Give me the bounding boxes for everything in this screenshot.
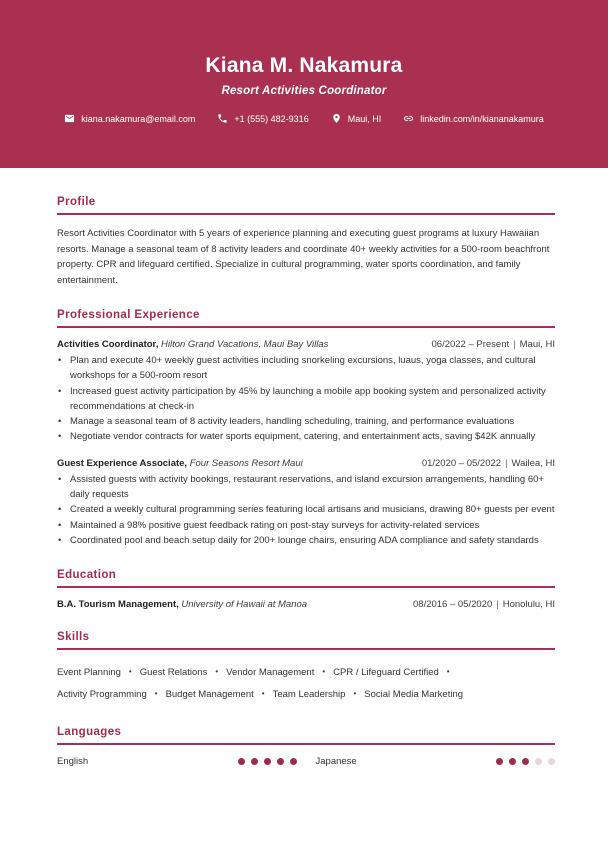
job-entry — [57, 339, 555, 445]
location-icon — [331, 113, 342, 124]
profile-text: Resort Activities Coordinator with 5 years of experience planning and executing guest programs at luxury Hawaiian resorts. Manage a seasonal team of 8 activity leaders and coordinate 40+ weekly activities for a 500-room beachfront property. CPR and lifeguard certified. Specialize in cultural programming, water sports coordination, and family entertainment. — [57, 228, 550, 286]
job-company: Four Seasons Resort Maui — [189, 457, 303, 469]
school-name: University of Hawaii at Manoa — [181, 599, 308, 611]
job-bullet-list — [57, 472, 555, 548]
job-header-row — [57, 458, 555, 469]
level-dot-filled — [238, 758, 245, 765]
contact-location[interactable] — [331, 113, 382, 124]
resume-header — [0, 0, 608, 168]
job-company: Hilton Grand Vacations, Maui Bay Villas — [161, 339, 329, 350]
phone-icon — [217, 113, 228, 124]
contact-phone-text: +1 (555) 482-9316 — [234, 113, 309, 124]
job-entry — [57, 458, 555, 548]
section-divider — [57, 648, 555, 650]
skill-item: Event Planning — [57, 667, 121, 679]
contact-email[interactable] — [64, 113, 195, 124]
language-name: Japanese — [315, 756, 357, 768]
education-heading: Education — [57, 569, 117, 582]
languages-heading: Languages — [57, 726, 122, 739]
section-profile — [57, 196, 555, 288]
bullet-separator: • — [353, 689, 357, 699]
language-level-dots — [496, 758, 555, 765]
level-dot-filled — [290, 758, 297, 765]
bullet-separator: • — [446, 667, 450, 677]
skills-line-2 — [57, 683, 555, 705]
education-dates-location — [413, 599, 555, 610]
contact-linkedin-text: linkedin.com/in/kiananakamura — [420, 113, 544, 124]
skills-line-1 — [57, 661, 555, 683]
job-bullet: • Created a weekly cultural programming series featuring local artisans and musicians, drawing 80+ guests per event — [57, 502, 555, 517]
education-dates: 08/2016 – 05/2020 — [413, 599, 493, 611]
bullet-separator: • — [128, 667, 132, 677]
job-title-company — [57, 458, 303, 469]
section-divider — [57, 326, 555, 328]
language-name: English — [57, 756, 89, 768]
language-entry — [57, 756, 297, 767]
contact-location-text: Maui, HI — [347, 113, 382, 124]
section-experience — [57, 309, 555, 548]
job-dates: 06/2022 – Present — [431, 339, 510, 350]
level-dot-filled — [496, 758, 503, 765]
contact-linkedin[interactable] — [403, 113, 544, 124]
bullet-separator: • — [322, 667, 326, 677]
section-education — [57, 569, 555, 610]
level-dot-filled — [522, 758, 529, 765]
job-dates-location — [432, 339, 556, 350]
job-title: Guest Experience Associate, — [57, 457, 188, 469]
bullet-separator: • — [215, 667, 219, 677]
degree-school — [57, 599, 307, 610]
person-job-title: Resort Activities Coordinator — [221, 85, 387, 97]
job-dates: 01/2020 – 05/2022 — [421, 457, 502, 469]
contact-row — [64, 113, 544, 124]
skill-item: Team Leadership — [272, 689, 346, 701]
section-divider — [57, 213, 555, 215]
contact-phone[interactable] — [217, 113, 308, 124]
job-dates-location — [422, 458, 555, 469]
level-dot-empty — [535, 758, 542, 765]
job-bullet: • Negotiate vendor contracts for water sports equipment, catering, and entertainment acts, saving $42K annually — [57, 429, 555, 444]
link-icon — [403, 113, 414, 124]
contact-email-text: kiana.nakamura@email.com — [81, 113, 196, 124]
job-title: Activities Coordinator, — [57, 339, 159, 350]
profile-heading: Profile — [57, 196, 96, 208]
job-bullet: • Increased guest activity participation by 45% by launching a mobile app booking system and personalized activity recommendations at check-in — [57, 384, 555, 415]
language-level-dots — [238, 758, 297, 765]
degree-title: B.A. Tourism Management, — [57, 599, 179, 611]
level-dot-filled — [277, 758, 284, 765]
job-bullet-list — [57, 353, 555, 445]
education-row — [57, 599, 555, 610]
bullet-separator: • — [261, 689, 265, 699]
job-bullet: • Assisted guests with activity bookings, restaurant reservations, and island excursion arrangements, handling 60+ daily requests — [57, 472, 555, 503]
pipe-separator: | — [513, 339, 516, 350]
level-dot-filled — [509, 758, 516, 765]
job-location: Maui, HI — [519, 339, 555, 350]
education-location: Honolulu, HI — [502, 599, 555, 611]
person-name: Kiana M. Nakamura — [205, 54, 403, 77]
section-languages — [57, 726, 555, 767]
skills-heading: Skills — [57, 631, 90, 644]
job-location: Wailea, HI — [511, 457, 555, 469]
skill-item: CPR / Lifeguard Certified — [333, 667, 439, 679]
bullet-separator: • — [154, 689, 158, 699]
languages-grid — [57, 756, 555, 767]
pipe-separator: | — [505, 457, 508, 469]
pipe-separator: | — [496, 599, 499, 611]
job-bullet: • Manage a seasonal team of 8 activity leaders, handling scheduling, training, and performance evaluations — [57, 414, 555, 429]
job-header-row — [57, 339, 555, 350]
section-skills — [57, 631, 555, 705]
email-icon — [64, 113, 75, 124]
resume-body — [0, 168, 608, 767]
skill-item: Social Media Marketing — [364, 689, 464, 701]
skill-item: Activity Programming — [57, 689, 147, 701]
experience-heading: Professional Experience — [57, 309, 200, 321]
section-divider — [57, 586, 555, 588]
section-divider — [57, 743, 555, 745]
skill-item: Budget Management — [165, 689, 254, 701]
job-bullet: • Plan and execute 40+ weekly guest activities including snorkeling excursions, luaus, yoga classes, and cultural workshops for a 500-room resort — [57, 353, 555, 384]
job-bullet: • Maintained a 98% positive guest feedback rating on post-stay surveys for activity-related services — [57, 518, 555, 533]
skill-item: Vendor Management — [226, 667, 315, 679]
job-title-company — [57, 339, 328, 350]
level-dot-empty — [548, 758, 555, 765]
language-entry — [316, 756, 556, 767]
job-bullet: • Coordinated pool and beach setup daily for 200+ lounge chairs, ensuring ADA compliance and safety standards — [57, 533, 555, 548]
skill-item: Guest Relations — [139, 667, 208, 679]
level-dot-filled — [251, 758, 258, 765]
level-dot-filled — [264, 758, 271, 765]
